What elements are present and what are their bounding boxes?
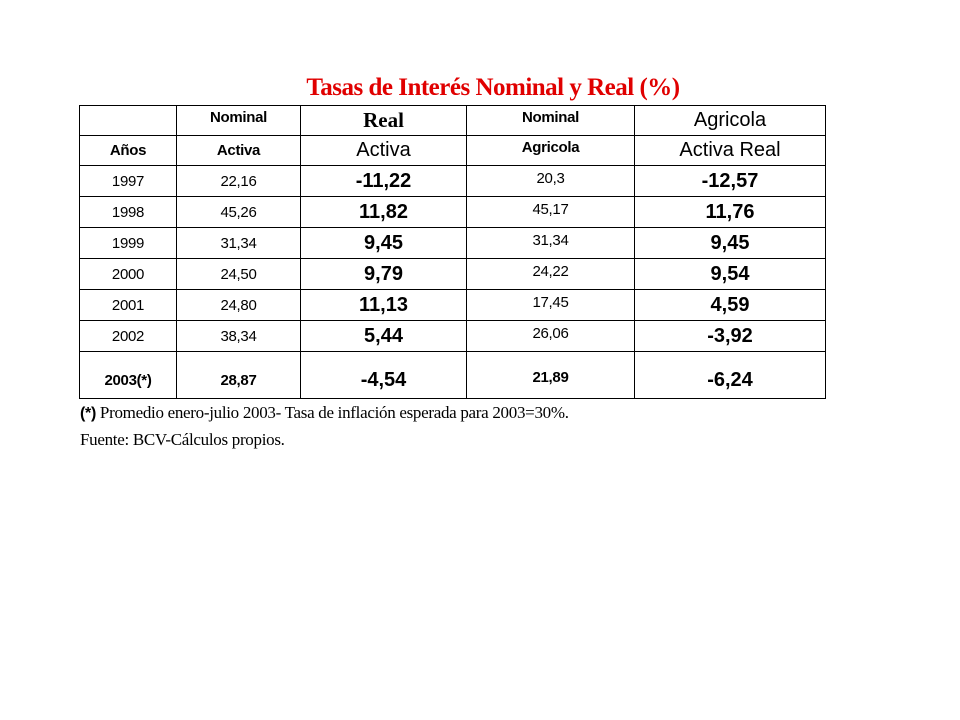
header-nominal-2 [467,106,635,136]
nominal-activa-cell: 24,50 [177,259,301,290]
agricola-activa-real-cell: 9,54 [635,259,826,290]
real-activa-cell: -4,54 [301,352,467,399]
header-cell [80,106,177,136]
year-cell: 2002 [80,321,177,352]
footnote-text: Promedio enero-julio 2003- Tasa de inflación esperada para 2003=30%. [95,403,569,422]
nominal-agricola-cell [467,321,635,352]
header-activa: Activa [177,136,301,166]
table-title: Tasas de Interés Nominal y Real (%) [306,74,680,101]
agricola-activa-real-cell: 9,45 [635,228,826,259]
agricola-activa-real-cell: -6,24 [635,352,826,399]
year-cell: 2003(*) [80,352,177,399]
nominal-activa-cell: 38,34 [177,321,301,352]
real-activa-cell: -11,22 [301,166,467,197]
header-nominal-2-label: Nominal [521,109,580,126]
agricola-activa-real-cell: -3,92 [635,321,826,352]
nominal-activa-cell: 45,26 [177,197,301,228]
header-anos: Años [80,136,177,166]
year-cell: 1998 [80,197,177,228]
footnote-line [80,400,569,427]
table-row [80,166,826,197]
header-agricola: Agricola [635,106,826,136]
year-cell: 1999 [80,228,177,259]
nominal-activa-cell: 31,34 [177,228,301,259]
agricola-activa-real-cell: -12,57 [635,166,826,197]
header-real-activa: Activa [301,136,467,166]
real-activa-cell: 5,44 [301,321,467,352]
header-row-2 [80,136,826,166]
nominal-agricola-cell [467,228,635,259]
real-activa-cell: 9,79 [301,259,467,290]
nominal-agricola-value: 24,22 [532,262,569,280]
header-agricola-2-label: Agricola [521,139,580,156]
nominal-agricola-value: 31,34 [532,231,569,249]
footnotes [80,400,569,453]
nominal-agricola-cell [467,166,635,197]
table-row [80,228,826,259]
year-cell: 2000 [80,259,177,290]
nominal-agricola-value: 17,45 [532,293,569,311]
real-activa-cell: 11,13 [301,290,467,321]
nominal-agricola-cell [467,197,635,228]
real-activa-cell: 11,82 [301,197,467,228]
table-row [80,259,826,290]
nominal-agricola-cell [467,290,635,321]
agricola-activa-real-cell: 11,76 [635,197,826,228]
header-nominal-label: Nominal [209,109,268,126]
header-agricola-2 [467,136,635,166]
source-line: Fuente: BCV-Cálculos propios. [80,430,285,449]
table-row [80,197,826,228]
real-activa-cell: 9,45 [301,228,467,259]
header-real: Real [301,106,467,136]
nominal-activa-cell: 24,80 [177,290,301,321]
interest-rates-table [79,105,826,399]
header-activa-real: Activa Real [635,136,826,166]
nominal-agricola-value: 21,89 [532,368,569,386]
nominal-activa-cell: 22,16 [177,166,301,197]
year-cell: 1997 [80,166,177,197]
footnote-mark: (*) [80,405,96,422]
table-row [80,352,826,399]
nominal-agricola-cell [467,352,635,399]
header-nominal [177,106,301,136]
year-cell: 2001 [80,290,177,321]
nominal-agricola-value: 26,06 [532,324,569,342]
agricola-activa-real-cell: 4,59 [635,290,826,321]
nominal-agricola-value: 20,3 [536,169,565,187]
nominal-agricola-value: 45,17 [532,200,569,218]
table-row [80,321,826,352]
nominal-activa-cell: 28,87 [177,352,301,399]
table-row [80,290,826,321]
nominal-agricola-cell [467,259,635,290]
header-row-1 [80,106,826,136]
